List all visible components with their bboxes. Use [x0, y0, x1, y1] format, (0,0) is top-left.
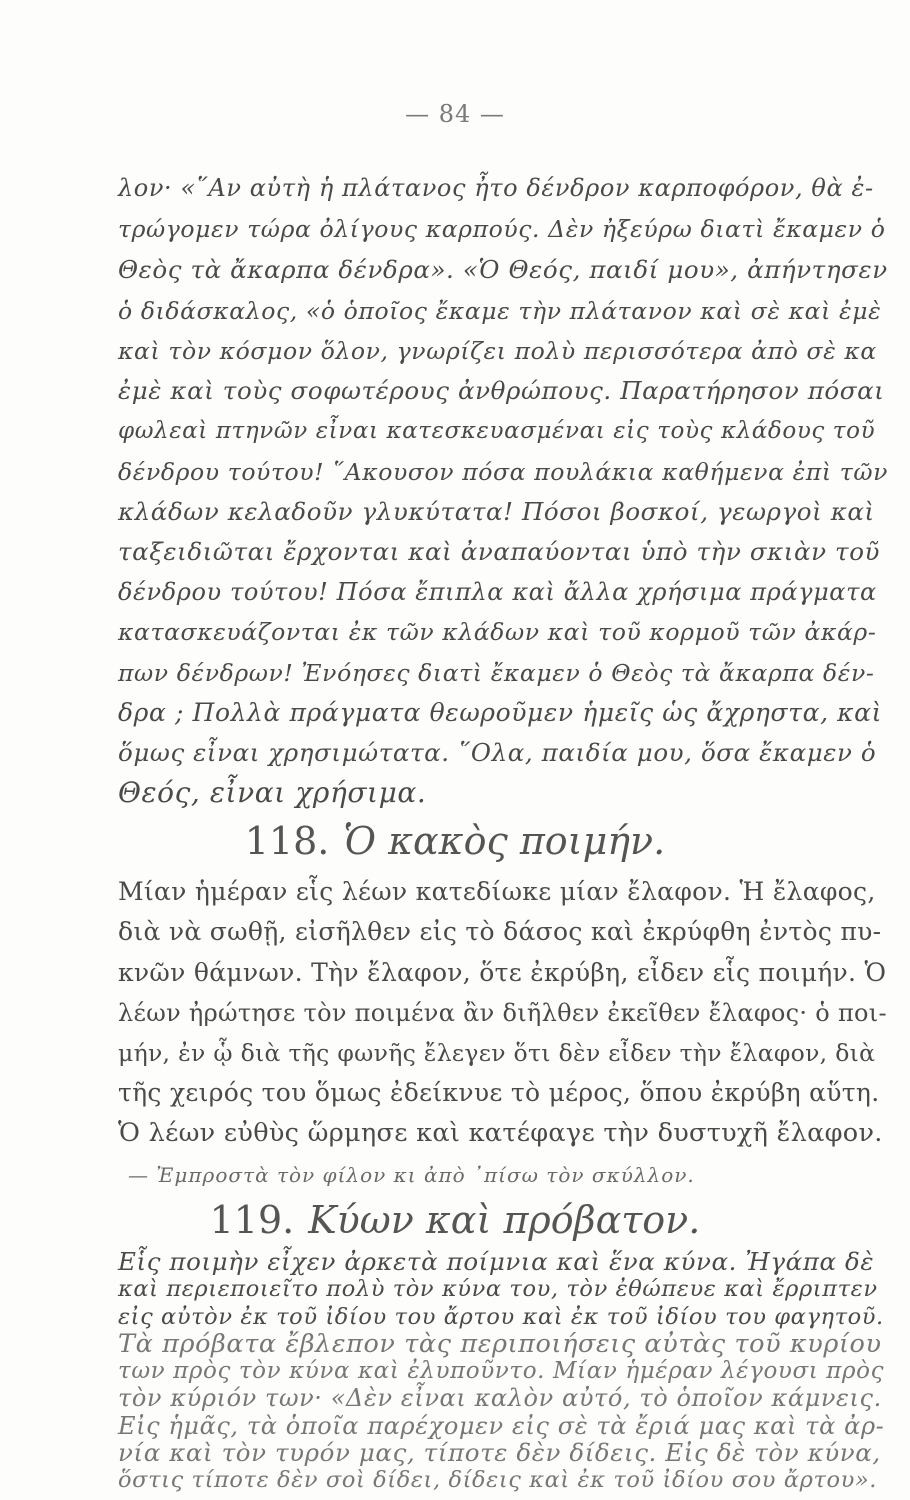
text-line: πων δένδρων! Ἐνόησες διατὶ ἔκαμεν ὁ Θεὸς τὰ ἄκαρπα δέν-: [118, 659, 875, 687]
text-line: λέων ἠρώτησε τὸν ποιμένα ἂν διῆλθεν ἐκεῖθεν ἔλαφος· ὁ ποι-: [118, 999, 887, 1027]
text-line: των πρὸς τὸν κύνα καὶ ἐλυποῦντο. Μίαν ἡμέραν λέγουσι πρὸς: [118, 1358, 885, 1384]
text-line: Θεός, εἶναι χρήσιμα.: [118, 776, 427, 809]
section-heading-119: [0, 1197, 910, 1243]
text-line: Εἰς ἡμᾶς, τὰ ὁποῖα παρέχομεν εἰς σὲ τὰ ἔριά μας καὶ τὰ ἀρ-: [118, 1412, 885, 1440]
text-line: κλάδων κελαδοῦν γλυκύτατα! Πόσοι βοσκοί, γεωργοὶ καὶ: [118, 497, 875, 526]
text-line: δένδρου τούτου! Πόσα ἔπιπλα καὶ ἄλλα χρήσιμα πράγματα: [118, 578, 877, 606]
text-line: εἰς αὐτὸν ἐκ τοῦ ἰδίου του ἄρτου καὶ ἐκ τοῦ ἰδίου του φαγητοῦ.: [118, 1304, 884, 1330]
text-line: τρώγομεν τώρα ὀλίγους καρπούς. Δὲν ἠξεύρω διατὶ ἔκαμεν ὁ: [118, 215, 886, 243]
text-line: νία καὶ τὸν τυρόν μας, τίποτε δὲν δίδεις. Εἰς δὲ τὸν κύνα,: [118, 1438, 881, 1467]
text-line: ταξειδιῶται ἔρχονται καὶ ἀναπαύονται ὑπὸ τὴν σκιὰν τοῦ: [118, 537, 881, 566]
text-line: μήν, ἐν ᾧ διὰ τῆς φωνῆς ἔλεγεν ὅτι δὲν εἶδεν τὴν ἔλαφον, διὰ: [118, 1039, 876, 1067]
text-line: ἐμὲ καὶ τοὺς σοφωτέρους ἀνθρώπους. Παρατήρησον πόσαι: [118, 376, 885, 405]
text-line: κνῶν θάμνων. Τὴν ἔλαφον, ὅτε ἐκρύβη, εἶδεν εἷς ποιμήν. Ὁ: [118, 958, 887, 987]
text-line: καὶ τὸν κόσμον ὅλον, γνωρίζει πολὺ περισσότερα ἀπὸ σὲ κα: [118, 337, 877, 365]
text-line: Μίαν ἡμέραν εἷς λέων κατεδίωκε μίαν ἔλαφον. Ἡ ἔλαφος,: [118, 877, 876, 906]
text-line: λον· «῞Αν αὐτὴ ἡ πλάτανος ἦτο δένδρον καρποφόρον, θὰ ἐ-: [118, 174, 874, 202]
proverb-line: — Ἐμπροστὰ τὸν φίλον κι ἀπὸ ᾿πίσω τὸν σκύλλον.: [128, 1163, 695, 1187]
text-line: Ὁ λέων εὐθὺς ὥρμησε καὶ κατέφαγε τὴν δυστυχῆ ἔλαφον.: [118, 1118, 883, 1148]
section-heading-118: [0, 818, 910, 864]
section-number: 118.: [244, 819, 330, 863]
text-line: δένδρου τούτου! ῞Ακουσον πόσα πουλάκια καθήμενα ἐπὶ τῶν: [118, 458, 888, 486]
text-line: Θεὸς τὰ ἄκαρπα δένδρα». «Ὁ Θεός, παιδί μου», ἀπήντησεν: [118, 255, 888, 284]
text-line: ὅστις τίποτε δὲν σοὶ δίδει, δίδεις καὶ ἐκ τοῦ ἰδίου σου ἄρτου».: [118, 1467, 878, 1493]
section-title: Κύων καὶ πρόβατον.: [308, 1198, 701, 1242]
text-line: φωλεαὶ πτηνῶν εἶναι κατεσκευασμέναι εἰς τοὺς κλάδους τοῦ: [118, 418, 876, 444]
text-line: τὸν κύριόν των· «Δὲν εἶναι καλὸν αὐτό, τὸ ὁποῖον κάμνεις.: [118, 1384, 882, 1412]
text-line: κατασκευάζονται ἐκ τῶν κλάδων καὶ τοῦ κορμοῦ τῶν ἀκάρ-: [118, 618, 877, 646]
text-line: ὅμως εἶναι χρησιμώτατα. ῞Ολα, παιδία μου, ὅσα ἔκαμεν ὁ: [118, 738, 877, 767]
text-line: Τὰ πρόβατα ἔβλεπον τὰς περιποιήσεις αὐτὰς τοῦ κυρίου: [118, 1329, 882, 1359]
section-number: 119.: [209, 1198, 295, 1242]
text-line: ὁ διδάσκαλος, «ὁ ὁποῖος ἔκαμε τὴν πλάτανον καὶ σὲ καὶ ἐμὲ: [118, 297, 882, 325]
text-line: Εἷς ποιμὴν εἶχεν ἀρκετὰ ποίμνια καὶ ἕνα κύνα. Ἠγάπα δὲ: [118, 1247, 875, 1276]
page-number: — 84 —: [405, 100, 505, 128]
text-line: τῆς χειρός του ὅμως ἐδείκνυε τὸ μέρος, ὅπου ἐκρύβη αὕτη.: [118, 1078, 880, 1107]
text-line: δρα ; Πολλὰ πράγματα θεωροῦμεν ἡμεῖς ὡς ἄχρηστα, καὶ: [118, 698, 883, 727]
section-title: Ὁ κακὸς ποιμήν.: [343, 819, 666, 863]
text-line: καὶ περιεποιεῖτο πολὺ τὸν κύνα του, τὸν ἐθώπευε καὶ ἔρριπτεν: [118, 1276, 878, 1302]
text-line: διὰ νὰ σωθῇ, εἰσῆλθεν εἰς τὸ δάσος καὶ ἐκρύφθη ἐντὸς πυ-: [118, 917, 882, 946]
